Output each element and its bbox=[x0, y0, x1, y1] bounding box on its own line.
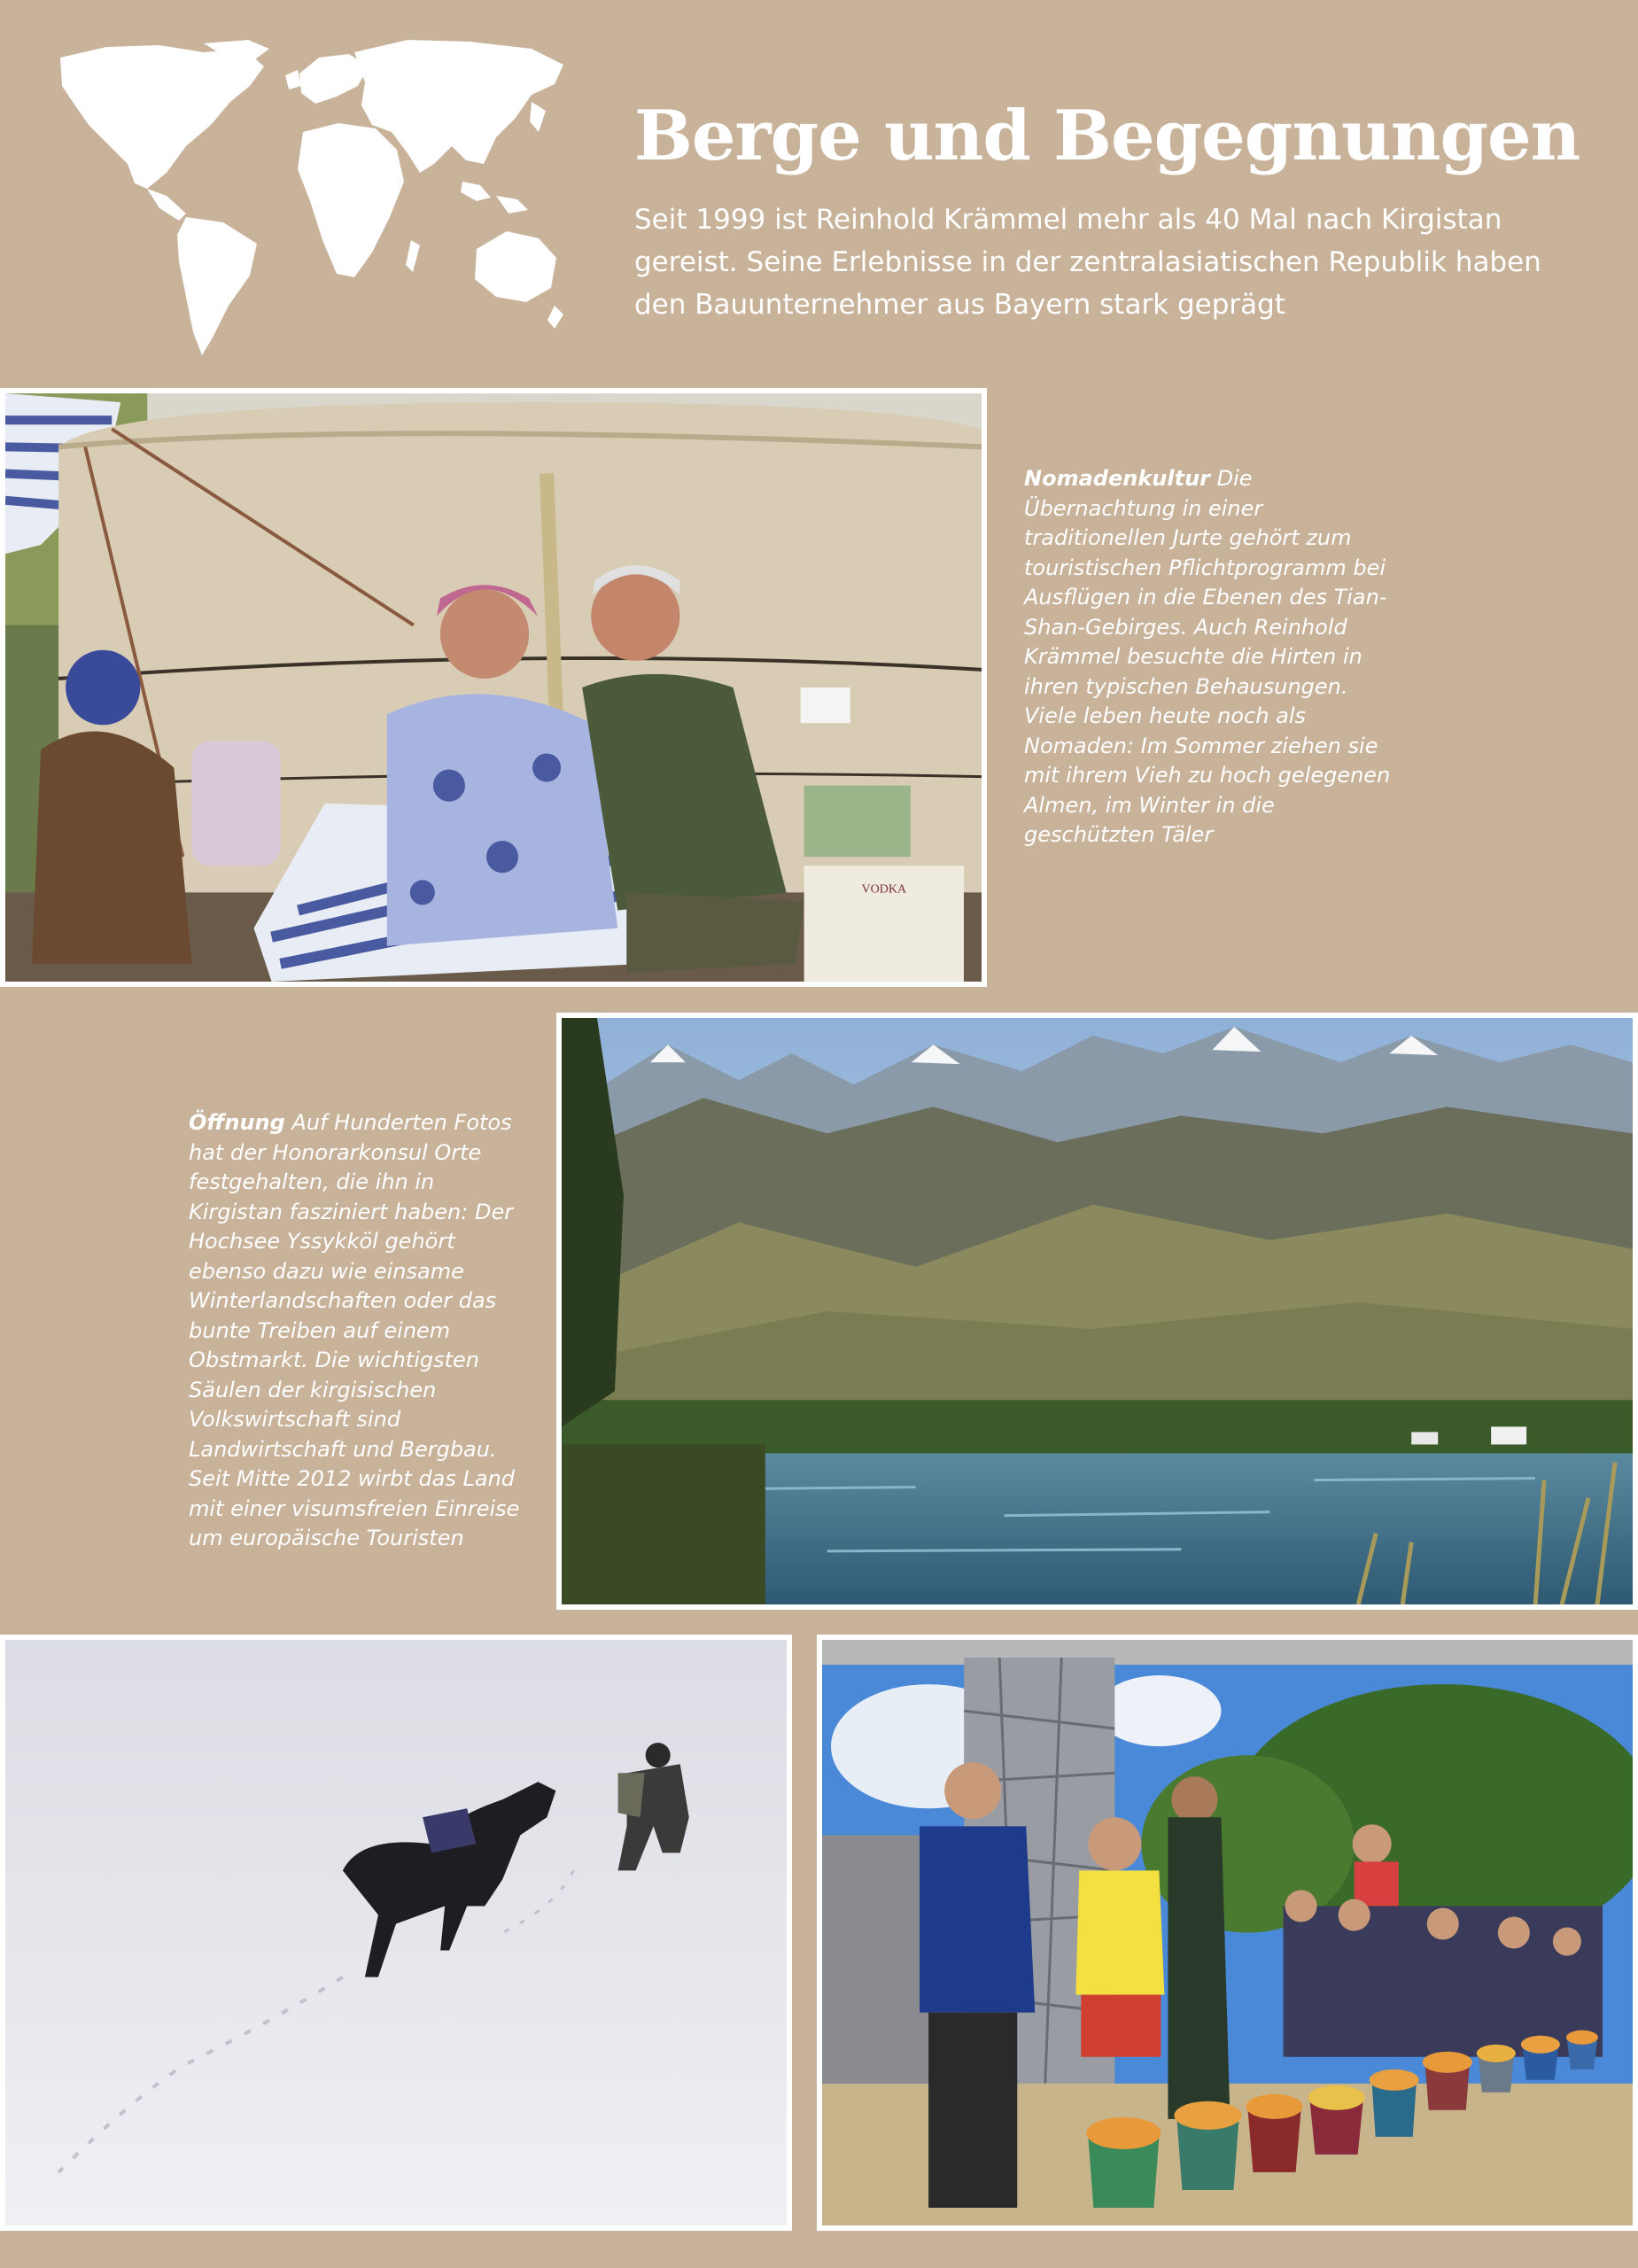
caption-oeffnung-lead: Öffnung bbox=[189, 1110, 285, 1135]
page-title: Berge und Begegnungen bbox=[634, 96, 1580, 176]
photo-lake-mountains bbox=[556, 1013, 1638, 1610]
caption-nomaden-text: Die Übernachtung in einer traditionellen Jurte gehört zum touristischen Pflichtprogramm bei Ausflügen in die Ebenen des Tian-Shan-Gebirges. Auch Reinhold Krämmel besuchte die Hirten in ihren typischen Behausungen. Viele leben heute noch als Nomaden: Im Sommer ziehen sie mit ihrem Vieh zu hoch gelegenen Almen, im Winter in die geschützten Täler bbox=[1024, 466, 1391, 847]
caption-oeffnung-text: Auf Hunderten Fotos hat der Honorarkonsul Orte festgehalten, die ihn in Kirgistan fasziniert haben: Der Hochsee Yssykköl gehört ebenso dazu wie einsame Winterlandschaften oder das bunte Treiben auf einem Obstmarkt. Die wichtigsten Säulen der kirgisischen Volkswirtschaft sind Landwirtschaft und Bergbau. Seit Mitte 2012 wirbt das Land mit einer visumsfreien Einreise um europäische Touristen bbox=[189, 1110, 520, 1550]
caption-nomaden bbox=[1024, 464, 1405, 850]
photo-yurt bbox=[0, 388, 987, 987]
photo-snow-horse bbox=[0, 1635, 792, 2231]
world-map-icon bbox=[53, 40, 567, 359]
photo-fruit-market bbox=[817, 1635, 1638, 2231]
caption-nomaden-lead: Nomadenkultur bbox=[1024, 466, 1210, 491]
intro-text: Seit 1999 ist Reinhold Krämmel mehr als 40 Mal nach Kirgistan gereist. Seine Erlebnisse in der zentralasiatischen Republik haben den Bauunternehmer aus Bayern stark geprägt bbox=[634, 204, 1541, 321]
caption-oeffnung bbox=[189, 1108, 534, 1554]
vodka-box-label: VODKA bbox=[861, 882, 907, 897]
